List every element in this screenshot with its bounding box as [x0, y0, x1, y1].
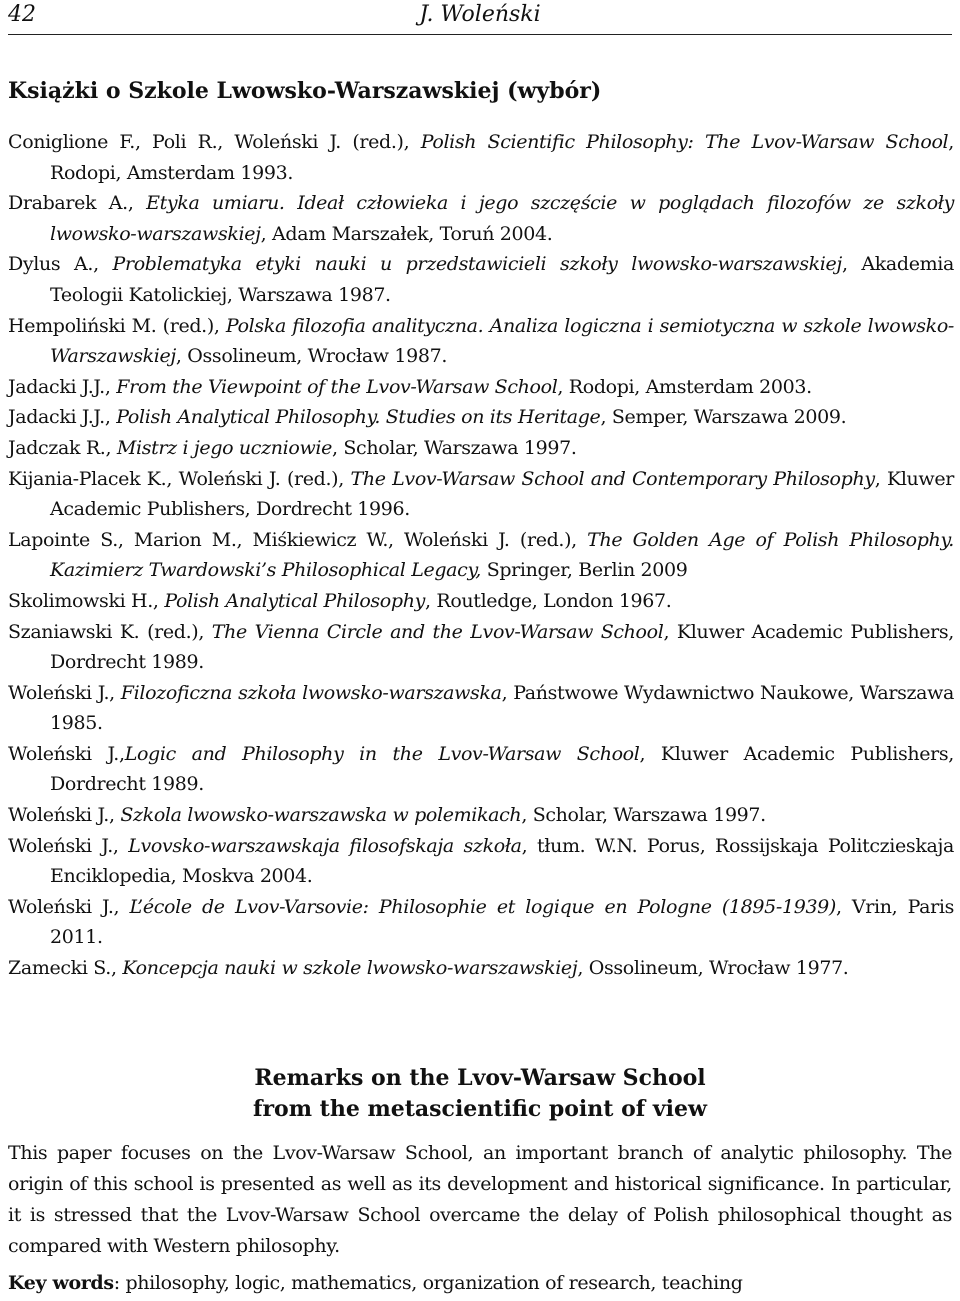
entry-title: Polska filozofia analityczna. Analiza logiczna i semiotyczna w szkole lwowsko-Warszawskiej: [50, 314, 954, 368]
entry-authors: Szaniawski K. (red.),: [8, 620, 212, 643]
entry-publication: , Kluwer Academic Publishers, Dordrecht 1989.: [50, 620, 954, 674]
entry-authors: Jadacki J.J.,: [8, 375, 117, 398]
bibliography-entry: [8, 127, 954, 188]
entry-authors: Zamecki S.,: [8, 957, 123, 980]
abstract-title: [0, 1063, 960, 1125]
entry-publication: , Scholar, Warszawa 1997.: [521, 804, 766, 827]
entry-publication: , Ossolineum, Wrocław 1977.: [577, 957, 849, 980]
entry-publication: , Kluwer Academic Publishers, Dordrecht 1996.: [50, 467, 954, 521]
bibliography-entry: [8, 372, 954, 403]
entry-title: Koncepcja nauki w szkole lwowsko-warszawskiej: [122, 957, 578, 980]
bibliography-entry: [8, 586, 954, 617]
entry-authors: Woleński J.,: [8, 895, 130, 918]
entry-authors: Jadacki J.J.,: [8, 406, 117, 429]
keywords-label: Key words: [8, 1272, 114, 1294]
running-head-author: J. Woleński: [419, 2, 541, 27]
entry-authors: Drabarek A.,: [8, 192, 147, 215]
bibliography-entry: [8, 800, 954, 831]
entry-authors: Hempoliński M. (red.),: [8, 314, 226, 337]
page-number: 42: [8, 2, 36, 27]
entry-authors: Jadczak R.,: [8, 436, 117, 459]
bibliography-entry: [8, 402, 954, 433]
abstract-title-line-2: from the metascientific point of view: [253, 1096, 707, 1122]
entry-title: Polish Analytical Philosophy: [164, 589, 425, 612]
keywords-list: : philosophy, logic, mathematics, organization of research, teaching: [113, 1272, 743, 1294]
bibliography-entry: [8, 525, 954, 586]
bibliography-entry: [8, 464, 954, 525]
entry-authors: Lapointe S., Marion M., Miśkiewicz W., Woleński J. (red.),: [8, 528, 588, 551]
entry-publication: , Scholar, Warszawa 1997.: [332, 436, 577, 459]
abstract-body: This paper focuses on the Lvov-Warsaw School, an important branch of analytic philosophy. The origin of this school is presented as well as its development and historical significance. In particular, it is stressed that the Lvov-Warsaw School overcame the delay of Polish philosophical thought as compared with Western philosophy.: [8, 1142, 952, 1257]
entry-title: Filozoficzna szkoła lwowsko-warszawska: [120, 681, 502, 704]
entry-publication: , Akademia Teologii Katolickiej, Warszawa 1987.: [50, 253, 954, 306]
bibliography-entry: [8, 678, 954, 739]
entry-publication: , Adam Marszałek, Toruń 2004.: [260, 222, 553, 245]
entry-authors: Woleński J.,: [8, 681, 121, 704]
bibliography-list: [8, 127, 954, 984]
bibliography-entry: [8, 433, 954, 464]
entry-authors: Woleński J.,: [8, 742, 125, 765]
entry-publication: , Routledge, London 1967.: [424, 589, 672, 612]
entry-title: Lvovsko-warszawskaja filosofskaja szkoła: [128, 834, 522, 857]
entry-title: The Vienna Circle and the Lvov-Warsaw School: [211, 620, 664, 643]
entry-authors: Kijania-Placek K., Woleński J. (red.),: [8, 467, 351, 490]
entry-authors: Skolimowski H.,: [8, 589, 165, 612]
entry-authors: Woleński J.,: [8, 804, 121, 827]
bibliography-entry: [8, 892, 954, 953]
entry-title: The Lvov-Warsaw School and Contemporary Philosophy: [350, 467, 875, 490]
entry-title: Logic and Philosophy in the Lvov-Warsaw School: [124, 742, 640, 765]
entry-publication: , Vrin, Paris 2011.: [50, 895, 954, 949]
entry-title: Polish Scientific Philosophy: The Lvov-Warsaw School: [420, 131, 949, 153]
entry-authors: Woleński J.,: [8, 834, 129, 857]
bibliography-entry: [8, 249, 954, 310]
entry-title: Mistrz i jego uczniowie: [116, 436, 332, 459]
bibliography-entry: [8, 953, 954, 984]
entry-publication: , Semper, Warszawa 2009.: [600, 406, 847, 429]
entry-publication: , Ossolineum, Wrocław 1987.: [175, 345, 448, 368]
entry-title: From the Viewpoint of the Lvov-Warsaw School: [116, 375, 558, 398]
bibliography-entry: [8, 311, 954, 372]
section-title: Książki o Szkole Lwowsko-Warszawskiej (wybór): [8, 78, 602, 104]
entry-title: Polish Analytical Philosophy. Studies on its Heritage: [116, 406, 601, 429]
entry-publication: , Rodopi, Amsterdam 1993.: [50, 131, 954, 184]
entry-publication: Springer, Berlin 2009: [481, 559, 688, 582]
entry-publication: , Rodopi, Amsterdam 2003.: [557, 375, 812, 398]
entry-publication: , Kluwer Academic Publishers, Dordrecht 1989.: [50, 742, 954, 796]
entry-authors: Coniglione F., Poli R., Woleński J. (red.),: [8, 131, 421, 153]
abstract-title-line-1: Remarks on the Lvov-Warsaw School: [254, 1065, 706, 1091]
bibliography-entry: [8, 188, 954, 249]
keywords: [8, 1268, 952, 1299]
bibliography-entry: [8, 617, 954, 678]
entry-publication: , Państwowe Wydawnictwo Naukowe, Warszawa 1985.: [50, 681, 954, 735]
running-head: [8, 0, 952, 35]
bibliography-entry: [8, 831, 954, 892]
entry-authors: Dylus A.,: [8, 253, 113, 276]
entry-publication: , tłum. W.N. Porus, Rossijskaja Politczieskaja Enciklopedia, Moskva 2004.: [50, 834, 954, 888]
bibliography-entry: [8, 739, 954, 800]
entry-title: The Golden Age of Polish Philosophy. Kazimierz Twardowski’s Philosophical Legacy,: [50, 528, 954, 582]
entry-title: Szkola lwowsko-warszawska w polemikach: [120, 804, 522, 827]
entry-title: L’école de Lvov-Varsovie: Philosophie et logique en Pologne (1895-1939): [129, 895, 836, 918]
entry-title: Etyka umiaru. Ideał człowieka i jego szczęście w poglądach filozofów ze szkoły lwowsko-warszawskiej: [50, 192, 954, 245]
entry-title: Problematyka etyki nauki u przedstawicieli szkoły lwowsko-warszawskiej: [112, 253, 842, 276]
